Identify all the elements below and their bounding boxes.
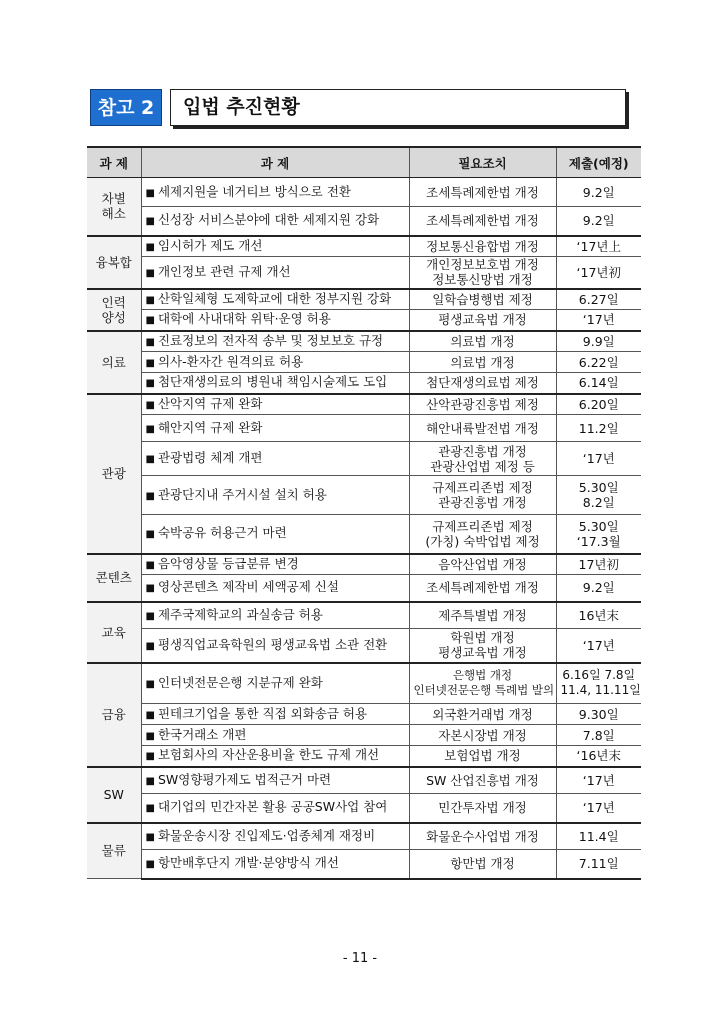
square-bullet-icon: ■ (145, 831, 155, 843)
task-text: 산학일체형 도제학교에 대한 정부지원 강화 (157, 290, 392, 306)
measure-cell: 외국환거래법 개정 (409, 704, 556, 725)
task-cell (141, 442, 409, 476)
submission-cell: ‘17년 (556, 629, 641, 663)
square-bullet-icon: ■ (145, 709, 155, 721)
header-category: 과 제 (87, 147, 141, 178)
category-cell: 물류 (87, 823, 141, 879)
submission-cell: ‘16년末 (556, 746, 641, 767)
square-bullet-icon: ■ (145, 454, 155, 465)
task-cell (141, 476, 409, 515)
square-bullet-icon: ■ (145, 216, 155, 228)
table-row (87, 289, 641, 310)
legislation-table (87, 146, 641, 880)
page-title: 입법 추진현황 (170, 89, 626, 126)
table-row (87, 207, 641, 236)
submission-cell: ‘17년上 (556, 236, 641, 257)
submission-cell: 9.9일 (556, 331, 641, 352)
task-cell (141, 823, 409, 850)
table-row (87, 704, 641, 725)
task-cell (141, 575, 409, 602)
measure-cell: 관광진흥법 개정 관광산업법 제정 등 (409, 442, 556, 476)
square-bullet-icon: ■ (145, 187, 155, 199)
table-row (87, 415, 641, 442)
task-cell (141, 725, 409, 746)
table-row (87, 515, 641, 554)
table-row (87, 394, 641, 415)
task-text: 관광법령 체계 개편 (157, 450, 263, 465)
table-row (87, 554, 641, 575)
task-text: 한국거래소 개편 (157, 726, 247, 742)
table-row (87, 178, 641, 207)
square-bullet-icon: ■ (145, 583, 155, 595)
task-text: 영상콘텐츠 제작비 세액공제 신설 (157, 579, 339, 595)
table-row (87, 663, 641, 704)
task-cell (141, 394, 409, 415)
submission-cell: 9.2일 (556, 207, 641, 236)
square-bullet-icon: ■ (145, 357, 155, 369)
task-text: 숙박공유 허용근거 마련 (157, 525, 287, 541)
submission-cell: 6.22일 (556, 352, 641, 373)
task-text: 관광단지내 주거시설 설치 허용 (157, 486, 327, 502)
task-cell (141, 746, 409, 767)
task-text: 임시허가 제도 개선 (157, 237, 263, 253)
measure-cell: 조세특례제한법 개정 (409, 575, 556, 602)
table-row (87, 442, 641, 476)
table-row (87, 725, 641, 746)
square-bullet-icon: ■ (145, 336, 155, 348)
header-measure: 필요조치 (409, 147, 556, 178)
table-row (87, 629, 641, 663)
submission-cell: ‘17년 (556, 794, 641, 823)
task-cell (141, 629, 409, 663)
measure-cell: 산악관광진흥법 제정 (409, 394, 556, 415)
square-bullet-icon: ■ (145, 803, 155, 815)
task-text: 핀테크기업을 통한 직접 외화송금 허용 (157, 705, 368, 721)
task-text: 해안지역 규제 완화 (157, 419, 263, 435)
table-row (87, 850, 641, 879)
header-task: 과 제 (141, 147, 409, 178)
task-text: 첨단재생의료의 병원내 책임시술제도 도입 (157, 374, 388, 390)
task-text: 개인정보 관련 규제 개선 (157, 263, 291, 279)
submission-cell: ‘17년 (556, 442, 641, 476)
table-row (87, 373, 641, 394)
category-cell: 교육 (87, 602, 141, 663)
submission-cell: 9.2일 (556, 575, 641, 602)
task-text: 의사-환자간 원격의료 허용 (157, 353, 304, 369)
task-text: 신성장 서비스분야에 대한 세제지원 강화 (157, 212, 380, 228)
table-row (87, 602, 641, 629)
task-cell (141, 554, 409, 575)
table-row (87, 746, 641, 767)
submission-cell: 6.20일 (556, 394, 641, 415)
category-cell: 의료 (87, 331, 141, 394)
measure-cell: 보험업법 개정 (409, 746, 556, 767)
square-bullet-icon: ■ (145, 529, 155, 541)
category-cell: 콘텐츠 (87, 554, 141, 602)
square-bullet-icon: ■ (145, 775, 155, 787)
task-cell (141, 602, 409, 629)
task-text: 화물운송시장 진입제도·업종체계 재정비 (157, 827, 376, 843)
square-bullet-icon: ■ (145, 678, 155, 690)
category-cell: 관광 (87, 394, 141, 554)
table-row (87, 476, 641, 515)
submission-cell: 17년初 (556, 554, 641, 575)
measure-cell: 첨단재생의료법 제정 (409, 373, 556, 394)
task-cell (141, 352, 409, 373)
task-cell (141, 663, 409, 704)
task-cell (141, 236, 409, 257)
task-cell (141, 850, 409, 879)
submission-cell: ‘17년初 (556, 257, 641, 289)
table-row (87, 236, 641, 257)
measure-cell: 음악산업법 개정 (409, 554, 556, 575)
measure-cell: 자본시장법 개정 (409, 725, 556, 746)
task-text: 보험회사의 자산운용비율 한도 규제 개선 (157, 747, 380, 763)
measure-cell: 화물운수사업법 개정 (409, 823, 556, 850)
measure-cell: 조세특례제한법 개정 (409, 207, 556, 236)
measure-cell: 규제프리존법 제정 (가칭) 숙박업법 제정 (409, 515, 556, 554)
measure-cell: 규제프리존법 제정 관광진흥법 개정 (409, 476, 556, 515)
measure-cell: 정보통신융합법 개정 (409, 236, 556, 257)
measure-cell: 제주특별법 개정 (409, 602, 556, 629)
measure-cell: 의료법 개정 (409, 331, 556, 352)
square-bullet-icon: ■ (145, 267, 155, 279)
category-cell: 차별 해소 (87, 178, 141, 236)
table-row (87, 823, 641, 850)
table-row (87, 310, 641, 331)
submission-cell: 5.30일 ‘17.3월 (556, 515, 641, 554)
square-bullet-icon: ■ (145, 559, 155, 571)
square-bullet-icon: ■ (145, 610, 155, 622)
measure-cell: 민간투자법 개정 (409, 794, 556, 823)
reference-badge: 참고 2 (90, 89, 162, 126)
task-text: 진료정보의 전자적 송부 및 정보보호 규정 (157, 332, 384, 348)
page-number: - 11 - (342, 951, 378, 966)
task-cell (141, 767, 409, 794)
task-cell (141, 704, 409, 725)
table-header-row (87, 147, 641, 178)
task-text: 산악지역 규제 완화 (157, 395, 263, 411)
measure-cell: SW 산업진흥법 개정 (409, 767, 556, 794)
square-bullet-icon: ■ (145, 315, 155, 327)
header-submission: 제출(예정) (556, 147, 641, 178)
measure-cell: 항만법 개정 (409, 850, 556, 879)
task-text: 세제지원을 네거티브 방식으로 전환 (157, 183, 351, 199)
submission-cell: 11.2일 (556, 415, 641, 442)
submission-cell: 16년末 (556, 602, 641, 629)
task-cell (141, 373, 409, 394)
measure-cell: 해안내륙발전법 개정 (409, 415, 556, 442)
measure-cell: 평생교육법 개정 (409, 310, 556, 331)
task-text: 평생직업교육학원의 평생교육법 소관 전환 (157, 636, 388, 652)
submission-cell: ‘17년 (556, 767, 641, 794)
measure-cell: 의료법 개정 (409, 352, 556, 373)
square-bullet-icon: ■ (145, 751, 155, 763)
square-bullet-icon: ■ (145, 378, 155, 390)
category-cell: 융복합 (87, 236, 141, 289)
category-cell: 금융 (87, 663, 141, 767)
square-bullet-icon: ■ (145, 730, 155, 742)
category-cell: SW (87, 767, 141, 823)
table-row (87, 794, 641, 823)
task-cell (141, 310, 409, 331)
task-text: 제주국제학교의 과실송금 허용 (157, 606, 323, 622)
task-text: SW영향평가제도 법적근거 마련 (157, 771, 332, 787)
table-row (87, 331, 641, 352)
submission-cell: 11.4일 (556, 823, 641, 850)
submission-cell: 9.30일 (556, 704, 641, 725)
task-text: 항만배후단지 개발·분양방식 개선 (157, 855, 339, 871)
submission-cell: ‘17년 (556, 310, 641, 331)
task-cell (141, 257, 409, 289)
square-bullet-icon: ■ (145, 241, 155, 253)
measure-cell: 개인정보보호법 개정 정보통신망법 개정 (409, 257, 556, 289)
task-cell (141, 178, 409, 207)
table-body (87, 178, 641, 879)
square-bullet-icon: ■ (145, 859, 155, 871)
submission-cell: 9.2일 (556, 178, 641, 207)
submission-cell: 7.11일 (556, 850, 641, 879)
task-cell (141, 794, 409, 823)
submission-cell: 6.27일 (556, 289, 641, 310)
measure-cell: 학원법 개정 평생교육법 개정 (409, 629, 556, 663)
submission-cell: 6.16일 7.8일 11.4, 11.11일 (556, 663, 641, 704)
square-bullet-icon: ■ (145, 423, 155, 435)
square-bullet-icon: ■ (145, 399, 155, 411)
measure-cell: 일학습병행법 제정 (409, 289, 556, 310)
submission-cell: 5.30일 8.2일 (556, 476, 641, 515)
task-text: 음악영상물 등급분류 변경 (157, 555, 299, 571)
section-title-bar (90, 89, 626, 126)
table-row (87, 767, 641, 794)
task-cell (141, 331, 409, 352)
square-bullet-icon: ■ (145, 294, 155, 306)
square-bullet-icon: ■ (145, 490, 155, 502)
task-cell (141, 207, 409, 236)
task-cell (141, 515, 409, 554)
table-row (87, 575, 641, 602)
submission-cell: 6.14일 (556, 373, 641, 394)
task-text: 대기업의 민간자본 활용 공공SW사업 참여 (157, 799, 388, 815)
task-cell (141, 289, 409, 310)
square-bullet-icon: ■ (145, 640, 155, 652)
submission-cell: 7.8일 (556, 725, 641, 746)
category-cell: 인력 양성 (87, 289, 141, 331)
task-text: 대학에 사내대학 위탁·운영 허용 (157, 311, 331, 327)
measure-cell: 은행법 개정 인터넷전문은행 특례법 발의 (409, 663, 556, 704)
table-row (87, 257, 641, 289)
table-row (87, 352, 641, 373)
task-cell (141, 415, 409, 442)
measure-cell: 조세특례제한법 개정 (409, 178, 556, 207)
task-text: 인터넷전문은행 지분규제 완화 (157, 674, 323, 690)
